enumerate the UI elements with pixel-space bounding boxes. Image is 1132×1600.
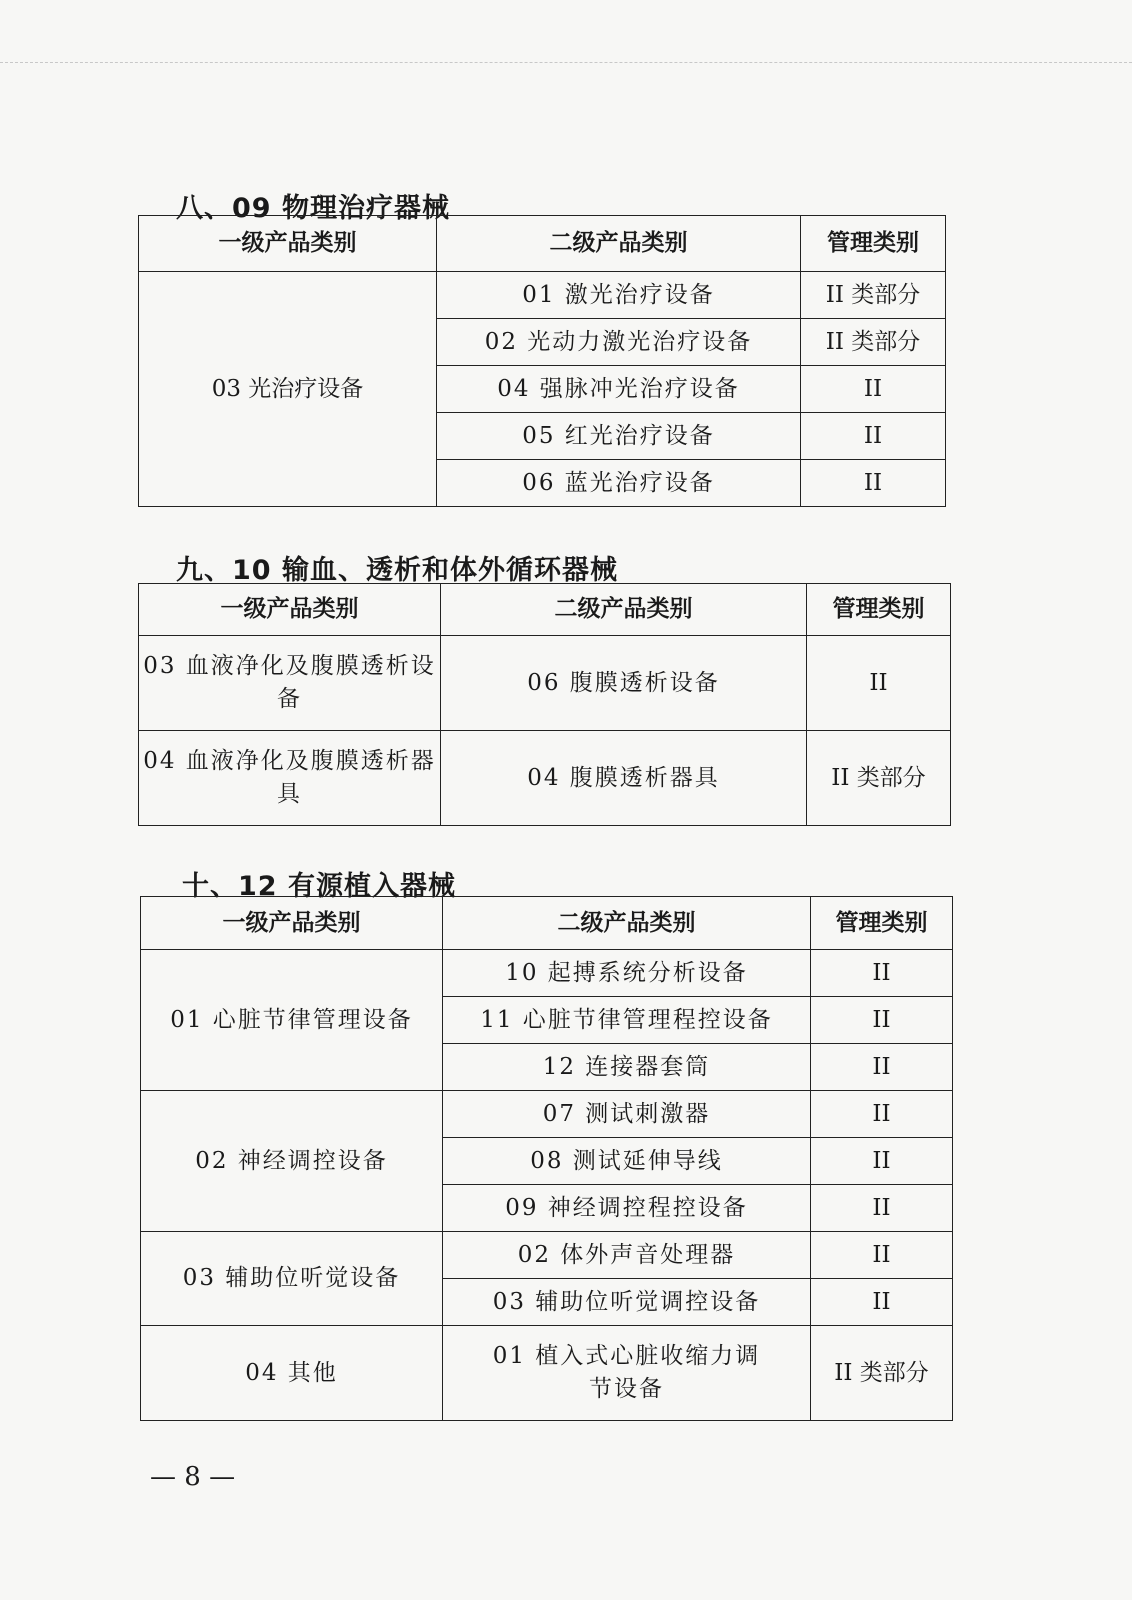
class-cell: II 类部分 bbox=[811, 1326, 953, 1421]
secondary-category-cell: 01 激光治疗设备 bbox=[437, 272, 801, 319]
primary-category-cell: 02 神经调控设备 bbox=[141, 1091, 443, 1232]
primary-category-cell: 03 辅助位听觉设备 bbox=[141, 1232, 443, 1326]
secondary-category-cell: 03 辅助位听觉调控设备 bbox=[443, 1279, 811, 1326]
table-row bbox=[141, 1232, 953, 1279]
class-cell: II 类部分 bbox=[801, 319, 946, 366]
class-cell: II 类部分 bbox=[801, 272, 946, 319]
header-secondary: 二级产品类别 bbox=[441, 584, 807, 636]
section-title-active-implants: 十、12 有源植入器械 bbox=[182, 871, 456, 902]
primary-category-cell: 03 血液净化及腹膜透析设备 bbox=[139, 636, 441, 731]
class-cell: II bbox=[807, 636, 951, 731]
table-row bbox=[139, 636, 951, 731]
class-cell: II bbox=[811, 1232, 953, 1279]
primary-category-cell: 04 其他 bbox=[141, 1326, 443, 1421]
secondary-category-cell: 04 腹膜透析器具 bbox=[441, 731, 807, 826]
secondary-category-cell: 10 起搏系统分析设备 bbox=[443, 950, 811, 997]
table-row bbox=[141, 1326, 953, 1421]
page-number: — 8 — bbox=[150, 1462, 236, 1492]
class-cell: II bbox=[811, 1185, 953, 1232]
header-primary: 一级产品类别 bbox=[139, 584, 441, 636]
secondary-category-cell: 08 测试延伸导线 bbox=[443, 1138, 811, 1185]
class-cell: II bbox=[811, 950, 953, 997]
secondary-category-cell: 07 测试刺激器 bbox=[443, 1091, 811, 1138]
section-title-physical-therapy: 八、09 物理治疗器械 bbox=[176, 193, 450, 224]
class-cell: II bbox=[801, 413, 946, 460]
header-secondary: 二级产品类别 bbox=[437, 216, 801, 272]
secondary-category-cell: 06 蓝光治疗设备 bbox=[437, 460, 801, 507]
header-primary: 一级产品类别 bbox=[141, 897, 443, 950]
primary-category-cell: 04 血液净化及腹膜透析器具 bbox=[139, 731, 441, 826]
class-cell: II bbox=[801, 366, 946, 413]
table-active-implants bbox=[140, 896, 953, 1421]
primary-category-cell: 03 光治疗设备 bbox=[139, 272, 437, 507]
table-dialysis bbox=[138, 583, 951, 826]
table-row bbox=[139, 731, 951, 826]
header-class: 管理类别 bbox=[807, 584, 951, 636]
top-scan-rule bbox=[0, 62, 1132, 63]
class-cell: II bbox=[811, 1091, 953, 1138]
table-header-row bbox=[139, 584, 951, 636]
secondary-category-cell: 06 腹膜透析设备 bbox=[441, 636, 807, 731]
header-secondary: 二级产品类别 bbox=[443, 897, 811, 950]
header-primary: 一级产品类别 bbox=[139, 216, 437, 272]
secondary-category-cell: 02 光动力激光治疗设备 bbox=[437, 319, 801, 366]
table-header-row bbox=[139, 216, 946, 272]
table-row bbox=[141, 950, 953, 997]
class-cell: II 类部分 bbox=[807, 731, 951, 826]
secondary-category-cell: 11 心脏节律管理程控设备 bbox=[443, 997, 811, 1044]
table-physical-therapy bbox=[138, 215, 946, 507]
secondary-category-cell: 02 体外声音处理器 bbox=[443, 1232, 811, 1279]
header-class: 管理类别 bbox=[801, 216, 946, 272]
secondary-category-cell: 12 连接器套筒 bbox=[443, 1044, 811, 1091]
table-row bbox=[141, 1091, 953, 1138]
secondary-category-cell: 01 植入式心脏收缩力调节设备 bbox=[443, 1326, 811, 1421]
class-cell: II bbox=[811, 1138, 953, 1185]
class-cell: II bbox=[811, 1279, 953, 1326]
class-cell: II bbox=[811, 997, 953, 1044]
secondary-category-cell: 05 红光治疗设备 bbox=[437, 413, 801, 460]
table-row bbox=[139, 272, 946, 319]
secondary-category-cell: 04 强脉冲光治疗设备 bbox=[437, 366, 801, 413]
class-cell: II bbox=[801, 460, 946, 507]
secondary-category-cell: 09 神经调控程控设备 bbox=[443, 1185, 811, 1232]
section-title-dialysis: 九、10 输血、透析和体外循环器械 bbox=[176, 555, 618, 586]
primary-category-cell: 01 心脏节律管理设备 bbox=[141, 950, 443, 1091]
table-header-row bbox=[141, 897, 953, 950]
header-class: 管理类别 bbox=[811, 897, 953, 950]
class-cell: II bbox=[811, 1044, 953, 1091]
